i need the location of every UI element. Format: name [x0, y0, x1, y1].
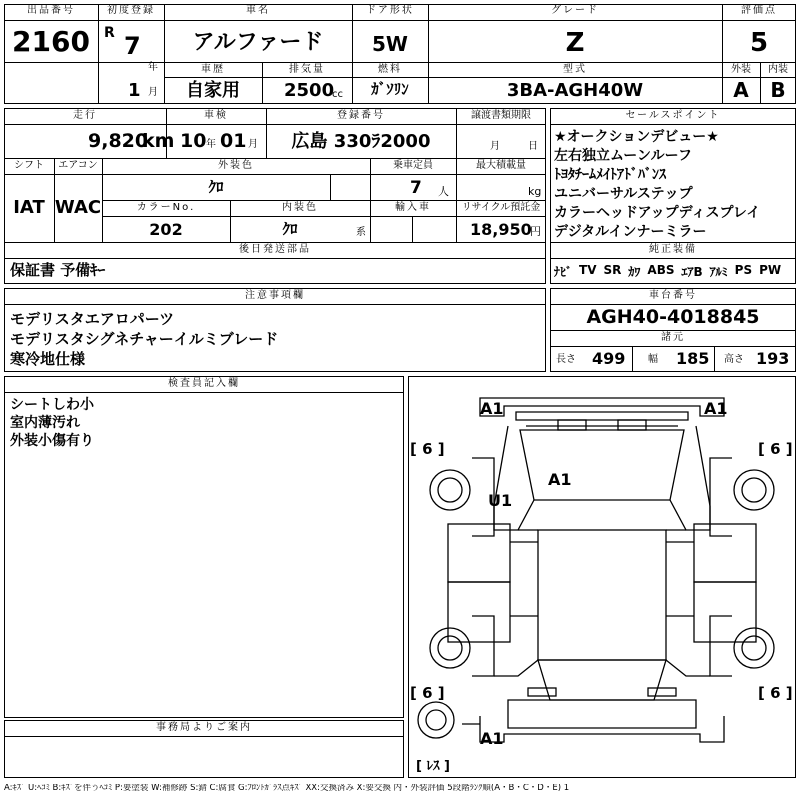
length-label: 長さ — [556, 354, 576, 365]
damage-mark-windshield: A1 — [548, 470, 572, 489]
later-parts: 保証書 予備ｷｰ — [10, 261, 106, 279]
mileage-unit: km — [142, 130, 175, 152]
vent-right — [618, 420, 646, 430]
side-right-front — [694, 524, 756, 582]
ext-label: 外装 — [731, 64, 751, 75]
door-label: ドア形状 — [366, 5, 414, 16]
sales-point-item: ★オークションデビュー★ — [554, 129, 719, 145]
equipment-item: ABS — [647, 263, 675, 277]
side-right-rear — [694, 582, 756, 642]
load-label: 最大積載量 — [476, 160, 526, 171]
lot-number: 2160 — [12, 25, 90, 58]
inspection-label: 車検 — [204, 110, 228, 121]
sales-point-item: ﾄﾖﾀﾁｰﾑﾒｲﾄｱﾄﾞﾊﾞﾝｽ — [554, 167, 666, 183]
mileage-label: 走行 — [73, 110, 97, 121]
equipment-item: PW — [759, 263, 782, 277]
recycle-unit: 円 — [530, 225, 541, 238]
transfer-month: 月 — [490, 141, 500, 152]
sales-point-item: デジタルインナーミラー — [554, 224, 707, 240]
year-unit: 年 — [148, 62, 158, 73]
sales-point-item: カラーヘッドアップディスプレイ — [554, 205, 761, 221]
spec-label: 諸元 — [661, 332, 685, 343]
car-name: アルファード — [192, 30, 324, 55]
tire-mark-rear-left: [ 6 ] — [410, 684, 445, 702]
shift-label: シフト — [14, 160, 44, 171]
recycle: 18,950 — [470, 220, 532, 239]
tire-mark-front-right: [ 6 ] — [758, 440, 793, 458]
inspector-note-item: 室内薄汚れ — [10, 415, 80, 431]
load-unit: kg — [528, 185, 542, 198]
equipment-item: ｱﾙﾐ — [709, 265, 728, 279]
height-label: 高さ — [724, 354, 744, 365]
top-header-line — [4, 20, 796, 21]
equipment-item: ﾅﾋﾞ — [554, 265, 573, 279]
sales-label: セールスポイント — [625, 110, 721, 121]
notes-list — [10, 309, 540, 369]
grade-label: グレード — [551, 5, 599, 16]
length: 499 — [592, 349, 626, 368]
plate: 広島 330ﾗ2000 — [291, 131, 431, 152]
plate-label: 登録番号 — [337, 110, 385, 121]
later-label: 後日発送部品 — [239, 244, 311, 255]
note-item: 寒冷地仕様 — [10, 350, 86, 368]
damage-mark-front-left: A1 — [480, 399, 504, 418]
vent-left — [558, 420, 586, 430]
insp-year-unit: 年 — [206, 139, 216, 150]
equipment-item: TV — [579, 263, 597, 277]
color-no: 202 — [149, 220, 183, 239]
color: ｸﾛ — [208, 178, 224, 196]
fuel-label: 燃料 — [378, 64, 402, 75]
inspector-label: 検査員記入欄 — [168, 378, 240, 389]
ac: WAC — [54, 197, 102, 218]
capacity-label: 乗車定員 — [393, 160, 433, 171]
capacity: 7 — [410, 178, 422, 198]
notes-label: 注意事項欄 — [245, 290, 305, 301]
ext-score: A — [733, 78, 749, 102]
insp-month-unit: 月 — [248, 139, 258, 150]
era: R — [104, 25, 115, 41]
cc-unit: cc — [332, 89, 343, 100]
mileage: 9,820 — [88, 130, 149, 152]
model-label: 型式 — [563, 64, 587, 75]
transfer-label: 譲渡書類期限 — [471, 110, 531, 121]
lot-label: 出品番号 — [27, 5, 75, 16]
interior-color-unit: 系 — [356, 227, 366, 238]
equipment-list — [554, 263, 794, 280]
rear-gate — [508, 700, 696, 728]
rear-bumper — [480, 716, 724, 742]
displacement: 2500 — [284, 80, 335, 101]
inspector-notes-list — [10, 396, 400, 450]
int-label: 内装 — [768, 64, 788, 75]
model: 3BA-AGH40W — [506, 80, 644, 101]
grade: Z — [565, 28, 585, 58]
interior-color-label: 内装色 — [282, 202, 318, 213]
wheel-front-left — [430, 470, 470, 510]
shift: IAT — [13, 197, 45, 218]
equipment-item: PS — [734, 263, 753, 277]
color-no-label: カラーNo. — [136, 202, 196, 213]
wheel-rear-right — [734, 628, 774, 668]
spare-tire-mark: [ ﾚｽ ] — [416, 759, 450, 774]
tire-mark-rear-right: [ 6 ] — [758, 684, 793, 702]
windshield — [520, 430, 684, 500]
color-label: 外装色 — [218, 160, 254, 171]
note-item: モデリスタシグネチャーイルミブレード — [10, 330, 279, 348]
equip-label: 純正装備 — [649, 244, 697, 255]
month-unit: 月 — [148, 87, 158, 98]
chassis-number: AGH40-4018845 — [586, 306, 760, 328]
recycle-label: リサイクル預託金 — [461, 202, 541, 213]
spare-tire — [418, 702, 454, 738]
width: 185 — [676, 349, 710, 368]
pillar-left — [494, 426, 534, 530]
roof — [538, 530, 666, 660]
equipment-item: ｴｱB — [681, 265, 703, 279]
sales-point-item: 左右独立ムーンルーフ — [554, 148, 692, 164]
legend: A:ｷｽﾞ U:ﾍｺﾐ B:ｷｽﾞを伴うﾍｺﾐ P:要塗装 W:補修跡 S:錆 C:腐食 G:ﾌﾛﾝﾄｶﾞﾗｽ点ｷｽﾞ XX:交換済み X:要交換 内・外装評価 5段階ﾗﾝｸ順(A・B・C・D・E) 1 — [4, 784, 570, 793]
inspector-note-item: シートしわ小 — [10, 397, 94, 413]
insp-year: 10 — [180, 130, 207, 152]
door-type: 5W — [372, 32, 408, 56]
office-label: 事務局よりご案内 — [156, 722, 252, 733]
score-label: 評価点 — [741, 5, 777, 16]
reg-month: 1 — [128, 80, 141, 101]
damage-mark-rear: A1 — [480, 729, 504, 748]
car-diagram — [408, 376, 796, 778]
reg-year: 7 — [124, 32, 141, 60]
history-label: 車歴 — [201, 64, 225, 75]
chassis-label: 車台番号 — [649, 290, 697, 301]
import-label: 輸入車 — [395, 202, 431, 213]
sales-point-item: ユニバーサルステップ — [554, 186, 693, 202]
inspector-note-item: 外装小傷有り — [10, 433, 94, 449]
int-score: B — [770, 78, 786, 102]
name-label: 車名 — [246, 5, 270, 16]
fuel: ｶﾞｿﾘﾝ — [371, 80, 409, 98]
first-reg-label: 初度登録 — [107, 5, 155, 16]
note-item: モデリスタエアロパーツ — [10, 310, 175, 328]
transfer-day: 日 — [528, 141, 538, 152]
history: 自家用 — [186, 80, 240, 101]
interior-color: ｸﾛ — [282, 220, 298, 238]
capacity-unit: 人 — [438, 185, 449, 198]
rear-window — [538, 660, 666, 700]
side-left-rear — [448, 582, 510, 642]
score: 5 — [749, 28, 769, 58]
wheel-rear-left — [430, 628, 470, 668]
width-label: 幅 — [648, 354, 658, 365]
height: 193 — [756, 349, 790, 368]
headlight-bar — [516, 412, 688, 420]
damage-mark-side: U1 — [488, 491, 513, 510]
damage-mark-front-right: A1 — [704, 399, 728, 418]
tire-mark-front-left: [ 6 ] — [410, 440, 445, 458]
insp-month: 01 — [220, 130, 247, 152]
wheel-front-right — [734, 470, 774, 510]
equipment-item: SR — [603, 263, 622, 277]
pillar-right — [670, 426, 710, 530]
sales-points-list — [554, 128, 794, 242]
side-left-front — [448, 524, 510, 582]
ac-label: エアコン — [58, 160, 98, 171]
displacement-label: 排気量 — [289, 64, 325, 75]
equipment-item: ｶﾜ — [628, 265, 641, 279]
